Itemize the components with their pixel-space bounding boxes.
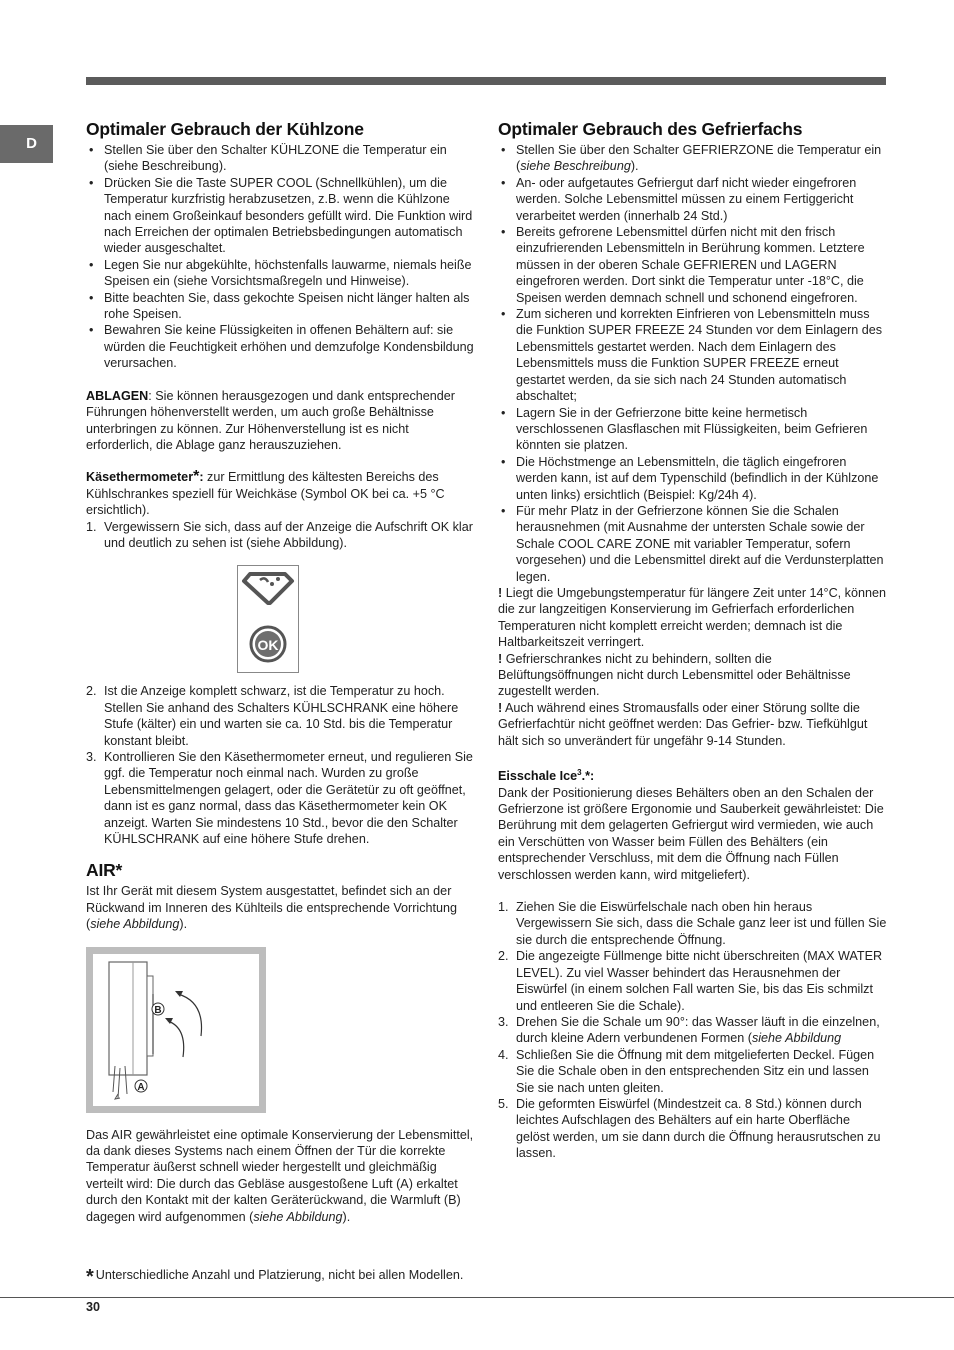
- heading-gefrierfach: Optimaler Gebrauch des Gefrierfachs: [498, 119, 803, 139]
- warning-1: ! Liegt die Umgebungstemperatur für längere Zeit unter 14°C, können die zur langzeitigen Konservierung im Gefrierfach erforderlichen Temperaturen nicht komplett erreicht werden; demnach ist die Haltbarkeitszeit verringert.: [498, 585, 886, 650]
- fig-label-b: B: [154, 1004, 162, 1016]
- list-item: 1. Ziehen Sie die Eiswürfelschale nach oben hin heraus Vergewissern Sie sich, dass die Schale ganz leer ist und füllen Sie sie durch die entsprechende Öffnung.: [498, 900, 887, 947]
- ablagen-paragraph: ABLAGEN: Sie können herausgezogen und dank entsprechender Führungen höhenverstellt werden, um auch große Behältnisse unterbringen zu können. Zur Höhenverstellung ist es nicht erforderlich, die Ablage ganz herauszuziehen.: [86, 388, 455, 452]
- ablagen-label: ABLAGEN: [86, 388, 149, 403]
- eisschale-text: Dank der Positionierung dieses Behälters oben an den Schalen der Gefrierzone ist größere Ergonomie und Sauberkeit gewährleistet: Die Berührung mit dem gelagerten Gefriergut wird vermieden, wie auch ein Verschütten von Wasser beim Füllen des Behälters (ein entsprechender Verschluss, mit dem die Öffnung nach Füllen verschlossen werden kann, wird mitgeliefert).: [498, 785, 884, 882]
- kase-star: *: [193, 468, 200, 486]
- list-item: • Legen Sie nur abgekühlte, höchstenfalls lauwarme, niemals heiße Speisen ein (siehe Vorsichtsmaßregeln und Hinweise).: [86, 257, 475, 290]
- list-item: • Stellen Sie über den Schalter GEFRIERZONE die Temperatur ein (siehe Beschreibung).: [498, 142, 887, 175]
- list-item: • Lagern Sie in der Gefrierzone bitte keine hermetisch verschlossenen Glasflaschen mit Flüssigkeiten, beim Gefrieren könnten sie platzen.: [498, 405, 887, 454]
- gefrierfach-bullets: [498, 142, 887, 585]
- list-item: • Die Höchstmenge an Lebensmitteln, die täglich eingefroren werden kann, ist auf dem Typenschild (befindlich in der Kühlzone unten links) ersichtlich (Beispiel: Kg/24h 4).: [498, 454, 887, 503]
- kuehlzone-bullets: [86, 142, 475, 372]
- list-item: 3. Drehen Sie die Schale um 90°: das Wasser läuft in die einzelnen, durch kleine Adern verbundenen Formen (siehe Abbildung: [498, 1014, 880, 1046]
- list-item: • Bereits gefrorene Lebensmittel dürfen nicht mit den frisch einzufrierenden Lebensmitteln in Berührung kommen. Letztere müssen in der oberen Schale GEFRIEREN und LAGERN eingefroren werden. Dort sinkt die Temperatur unter -18°C, die Speisen werden demnach schnell und schonend eingefroren.: [498, 224, 887, 306]
- kase-steps-a: [86, 519, 475, 552]
- list-item: 1. Vergewissern Sie sich, dass auf der Anzeige die Aufschrift OK klar und deutlich zu sehen ist (siehe Abbildung).: [86, 519, 473, 550]
- fig-label-a: A: [137, 1081, 145, 1093]
- list-item: • Für mehr Platz in der Gefrierzone können Sie die Schalen herausnehmen (mit Ausnahme der untersten Schale sowie der Schale COOL CARE ZONE mit variabler Temperatur, sofern vorgesehen) und die Lebensmittel direkt auf die Verdunsterplatten legen.: [498, 503, 887, 585]
- bottom-rule: [0, 1297, 954, 1298]
- top-rule: [86, 77, 886, 85]
- air-figure: [86, 947, 266, 1113]
- list-item: • Bewahren Sie keine Flüssigkeiten in offenen Behältern auf: sie würden die Feuchtigkeit erhöhen und demzufolge Kondensbildung verursachen.: [86, 322, 475, 371]
- air-description: Das AIR gewährleistet eine optimale Konservierung der Lebensmittel, da dank dieses Systems nach einem Öffnen der Tür die korrekte Temperatur äußerst schnell wieder hergestellt und gleichmäßig verteilt wird: Die durch das Gebläse ausgestoßene Luft (A) erkaltet durch den Kontakt mit der kalten Geräterückwand, die Warmluft (B) dagegen wird aufgenommen (siehe Abbildung).: [86, 1127, 474, 1224]
- list-item: • Drücken Sie die Taste SUPER COOL (Schnellkühlen), um die Temperatur kurzfristig herabzusetzen, z.B. wenn die Kühlzone nach einem Großeinkauf besonders gefüllt wird. Die Funktion wird nach Erreichen der optimalen Betriebsbedingungen automatisch wieder ausgeschaltet.: [86, 175, 475, 257]
- heading-kuehlzone: Optimaler Gebrauch der Kühlzone: [86, 119, 364, 139]
- warning-3: ! Auch während eines Stromausfalls oder einer Störung sollte die Gefrierfachtür nicht geöffnet werden: Das Gefrier- bzw. Tiefkühlgut hält sich so unverändert für ungefähr 9-14 Stunden.: [498, 700, 868, 748]
- list-item: 4. Schließen Sie die Öffnung mit dem mitgelieferten Deckel. Fügen Sie die Schale oben in den entsprechenden Sitz ein und lassen Sie sie nach unten gleiten.: [498, 1047, 875, 1095]
- list-item: • Bitte beachten Sie, dass gekochte Speisen nicht länger halten als rohe Speisen.: [86, 290, 475, 323]
- list-item: 3. Kontrollieren Sie den Käsethermometer erneut, und regulieren Sie ggf. die Temperatur noch einmal nach. Wurden zu große Lebensmittelmengen gelagert, oder die Gerätetür zu oft geöffnet, dann ist es ganz normal, dass das Käsethermometer kein OK anzeigt. Warten Sie mindestens 10 Std., bevor die den Schalter KÜHLSCHRANK auf eine höhere Stufe drehen.: [86, 749, 473, 846]
- air-intro: Ist Ihr Gerät mit diesem System ausgestattet, befindet sich an der Rückwand im Inneren des Kühlteils die entsprechende Vorrichtung (siehe Abbildung).: [86, 884, 458, 932]
- warning-2: ! Gefrierschrankes nicht zu behindern, sollten die Belüftungsöffnungen nicht durch Lebensmittel oder Behältnisse zugestellt werden.: [498, 651, 851, 699]
- kase-label: Käsethermometer: [86, 470, 194, 485]
- right-column: [498, 118, 887, 1162]
- air-diagram-icon: [93, 954, 259, 1106]
- language-tab: D: [0, 125, 53, 163]
- list-item: 2. Ist die Anzeige komplett schwarz, ist die Temperatur zu hoch. Stellen Sie anhand des Schalters KÜHLSCHRANK eine höhere Stufe (kälter) ein und warten sie ca. 10 Std. bis die Temperatur konstant bleibt.: [86, 684, 459, 748]
- heading-air: AIR*: [86, 860, 123, 881]
- kasethermometer-paragraph: Käsethermometer*: zur Ermittlung des kältesten Bereichs des Kühlschrankes speziell für Weichkäse (Symbol OK bei ca. +5 °C ersichtlich).: [86, 468, 445, 518]
- left-column: [86, 118, 475, 1225]
- kase-steps-b: [86, 683, 475, 847]
- list-item: • An- oder aufgetautes Gefriergut darf nicht wieder eingefroren werden. Solche Lebensmittel müssen zu einem Fertiggericht verarbeitet werden (innerhalb 24 Std.): [498, 175, 887, 224]
- ok-label: OK: [257, 637, 278, 654]
- list-item: • Zum sicheren und korrekten Einfrieren von Lebensmitteln muss die Funktion SUPER FREEZE 24 Stunden vor dem Einlagern des Lebensmittels gestartet werden. Nach dem Einlagern des Lebensmittels muss die Funktion SUPER FREEZE erneut gestartet werden, da sie sich nach 24 Stunden automatisch abschaltet;: [498, 306, 887, 404]
- list-item: 2. Die angezeigte Füllmenge bitte nicht überschreiten (MAX WATER LEVEL). Zu viel Wasser behindert das Herausnehmen der Eiswürfel (in einem solchen Fall warten Sie, bis das Eis schmilzt und entleeren Sie die Schale).: [498, 949, 883, 1013]
- eisschale-steps: [498, 899, 887, 1162]
- cheese-thermometer-figure: [237, 565, 299, 673]
- list-item: • Stellen Sie über den Schalter KÜHLZONE die Temperatur ein (siehe Beschreibung).: [86, 142, 475, 175]
- list-item: 5. Die geformten Eiswürfel (Mindestzeit ca. 8 Std.) können durch leichtes Aufschlagen des Behälters auf ein harte Oberfläche gelöst werden, um sie dann durch die Öffnung herausrutschen zu lassen.: [498, 1096, 881, 1161]
- cheese-thermometer-icon: [238, 566, 298, 672]
- page-number: 30: [86, 1300, 101, 1314]
- eisschale-heading: Eisschale Ice$^3$.*:: [498, 768, 595, 784]
- footnote: * Unterschiedliche Anzahl und Platzierung, nicht bei allen Modellen.: [86, 1266, 464, 1288]
